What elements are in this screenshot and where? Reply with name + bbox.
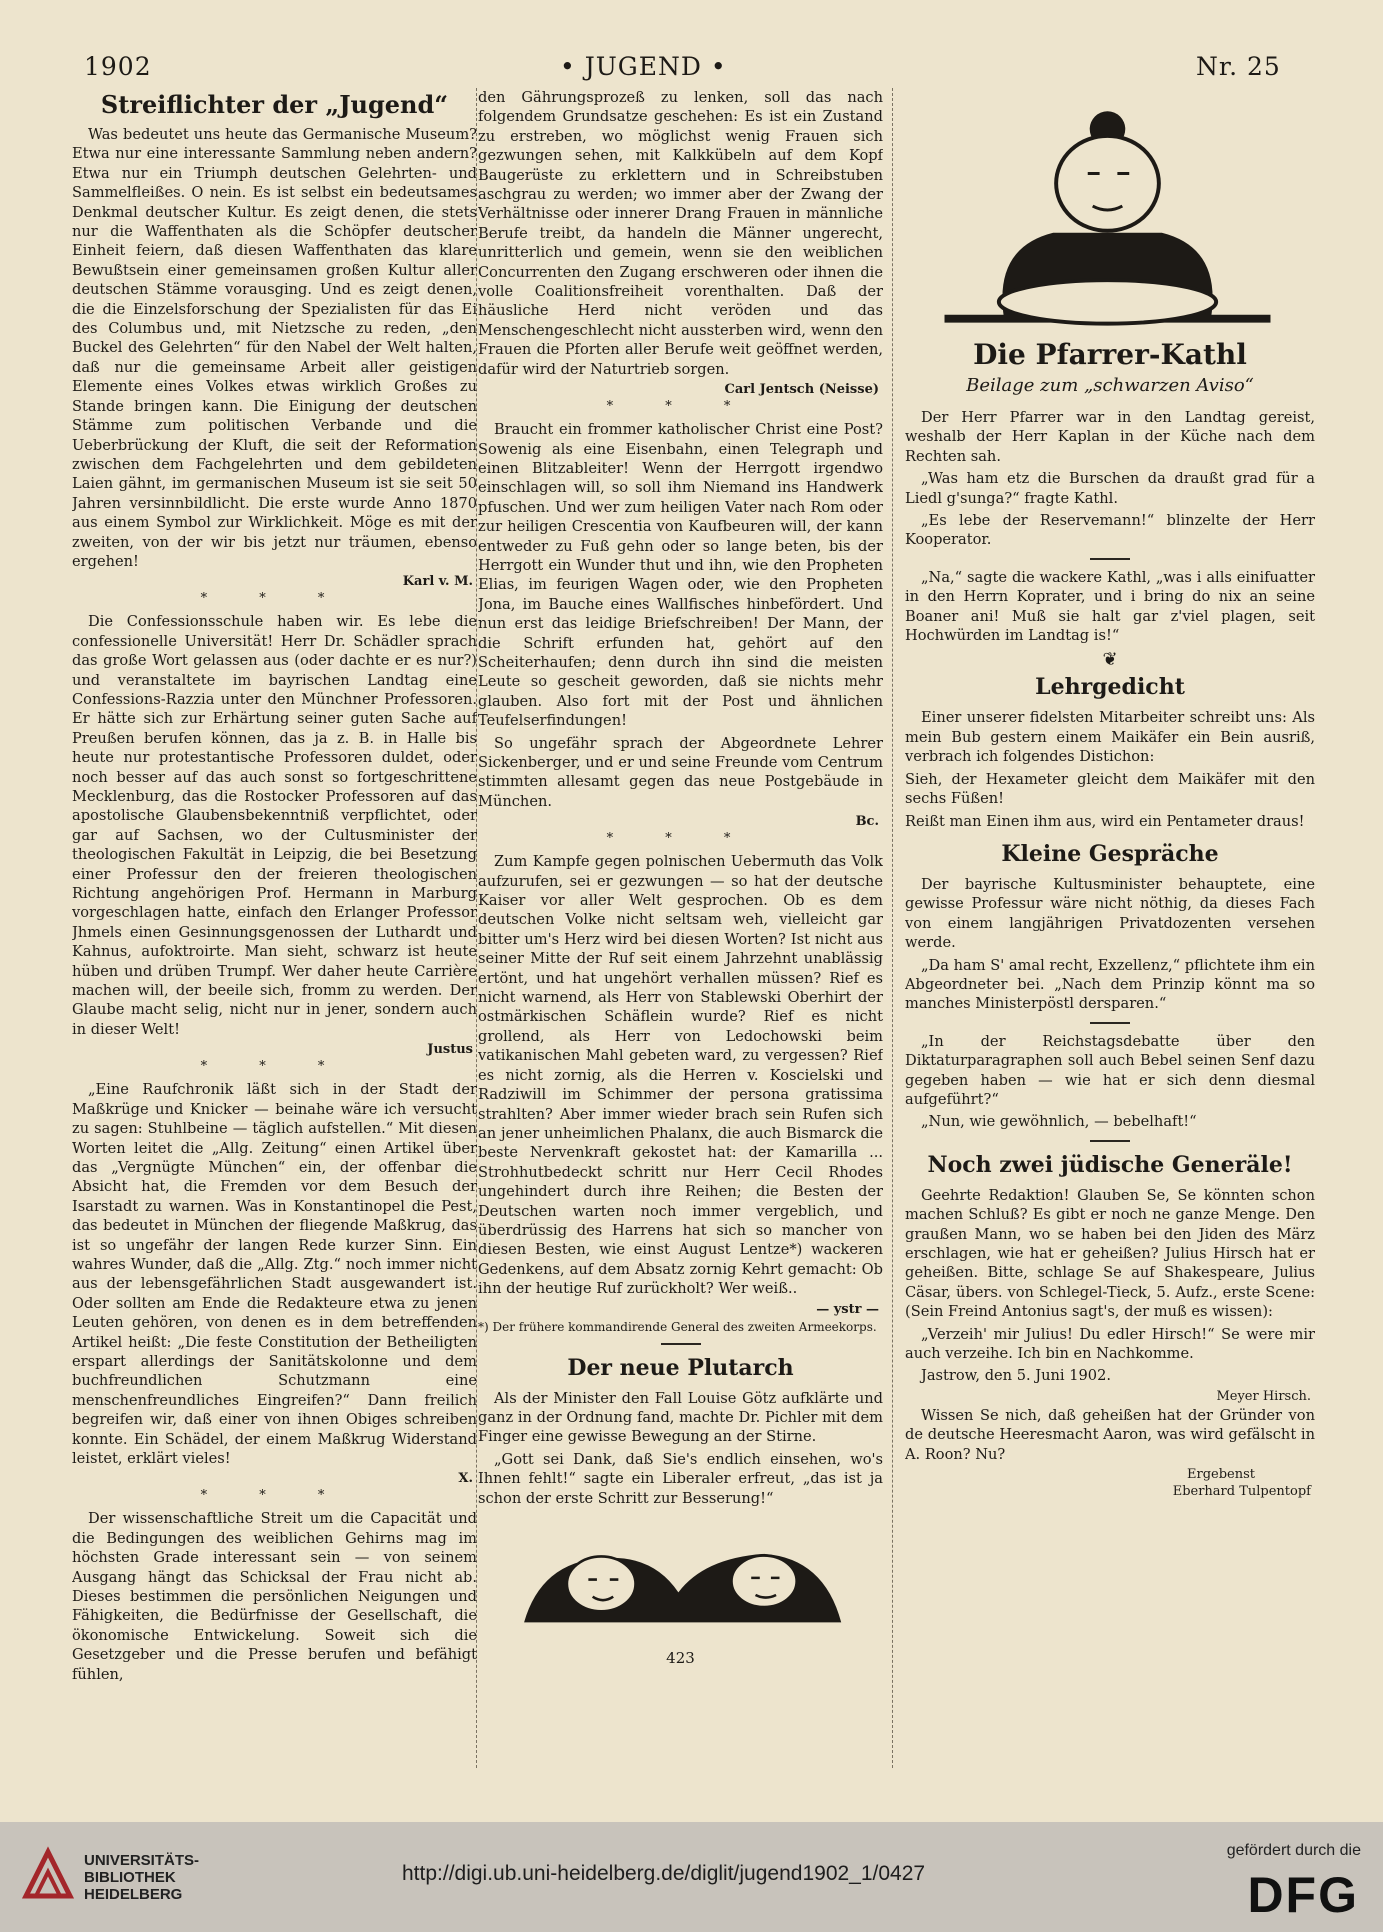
article-signature: X. (458, 1471, 473, 1487)
section-title: Streiflichter der „Jugend“ (100, 90, 449, 119)
verse-line: Sieh, der Hexameter gleicht dem Maikäfer mit den sechs Füßen! (905, 770, 1315, 808)
article-paragraph: Einer unserer fidelsten Mitarbeiter schreibt uns: Als mein Bub gestern einem Maikäfer ein Bein ausriß, verbrach ich folgendes Distichon: (905, 709, 1315, 766)
library-logo-icon (22, 1846, 74, 1902)
divider (1090, 558, 1130, 560)
letter-signature: Eberhard Tulpentopf (1172, 1484, 1311, 1500)
footnote: *) Der frühere kommandirende General des zweiten Armeekorps. (478, 1319, 877, 1334)
column-divider (892, 88, 893, 1768)
article-paragraph: So ungefähr sprach der Abgeordnete Lehrer Sickenberger, und er und seine Freunde vom Centrum stimmten allesamt gegen das neue Postgebäude in München. (478, 734, 883, 810)
divider (1090, 1140, 1130, 1142)
section-title: Kleine Gespräche (1001, 840, 1219, 867)
section-title: Der neue Plutarch (567, 1354, 794, 1381)
column-2 (478, 88, 883, 1788)
letter-closing: Ergebenst (1186, 1467, 1255, 1483)
header-issue: Nr. 25 (1196, 52, 1281, 81)
article-paragraph: Als der Minister den Fall Louise Götz aufklärte und ganz in der Ordnung fand, machte Dr. Pichler mit dem Finger eine gewisse Bewegung an der Stirne. (478, 1389, 883, 1446)
article-paragraph: Der Herr Pfarrer war in den Landtag gereist, weshalb der Herr Kaplan in der Küche nach dem Rechten sah. (905, 409, 1315, 465)
page-number: 423 (666, 1649, 695, 1667)
supported-by-text: gefördert durch die (1226, 1842, 1361, 1859)
article-paragraph: „Nun, wie gewöhnlich, — bebelhaft!“ (921, 1113, 1197, 1131)
header-title: • JUGEND • (560, 52, 727, 81)
source-url-link[interactable]: http://digi.ub.uni-heidelberg.de/diglit/jugend1902_1/0427 (402, 1862, 926, 1885)
two-heads-illustration (478, 1511, 883, 1631)
article-paragraph: „Da ham S' amal recht, Exzellenz,“ pflichtete ihm ein Abgeordneter bei. „Nach dem Prinzip könnt ma so manches Ministerpöstl dersparen.“ (905, 956, 1315, 1013)
article-paragraph: „Gott sei Dank, daß Sie's endlich einsehen, wo's Ihnen fehlt!“ sagte ein Liberaler erfreut, „das ist ja schon der erste Schritt zur Besserung!“ (478, 1450, 883, 1507)
article-paragraph: „Na,“ sagte die wackere Kathl, „was i alls einifuatter in den Herrn Koprater, und i bring do nix an seine Boaner ani! Muß sie halt gar z'viel plagen, seit Hochwürden im Landtag is!“ (905, 568, 1315, 645)
column-3 (905, 88, 1315, 1788)
header-year: 1902 (84, 52, 152, 81)
article-signature: Karl v. M. (402, 574, 473, 590)
cook-illustration (905, 88, 1310, 338)
divider (661, 1343, 701, 1345)
article-paragraph: Geehrte Redaktion! Glauben Se, Se könnten schon machen Schluß? Es gibt er noch ne ganze Menge. Den graußen Mann, wo se haben bei den Jiden des März erschlagen, wie hat er geheißen? Julius Hirsch hat er geheißen. Bitte, schlage Se auf Shakespeare, Julius Cäsar, übers. von Schlegel-Tieck, 5. Aufz., erste Scene: (Sein Freind Antonius sagt's, der muß es wissen): (905, 1186, 1315, 1321)
article-paragraph: „Was ham etz die Burschen da draußt grad für a Liedl g'sunga?“ fragte Kathl. (905, 470, 1315, 507)
illustration-subtitle: Beilage zum „schwarzen Aviso“ (966, 375, 1254, 396)
article-paragraph: „Es lebe der Reservemann!“ blinzelte der Herr Kooperator. (905, 512, 1315, 549)
article-paragraph: Der bayrische Kultusminister behauptete, eine gewisse Professur wäre nicht nöthig, da dieses Fach von einem langjährigen Privatdozenten versehen werde. (905, 875, 1315, 952)
divider (1090, 1022, 1130, 1024)
verse-line: Reißt man Einen ihm aus, wird ein Pentameter draus! (905, 812, 1305, 830)
separator-stars: * * * (606, 831, 755, 847)
illustration-title: Die Pfarrer-Kathl (973, 338, 1247, 371)
letter-signature: Meyer Hirsch. (1216, 1388, 1311, 1404)
section-title: Noch zwei jüdische Generäle! (927, 1151, 1293, 1178)
separator-stars: * * * (200, 1488, 349, 1504)
article-paragraph: Braucht ein frommer katholischer Christ eine Post? Sowenig als eine Eisenbahn, einen Telegraph und einen Blitzableiter! Wenn der Herrgott irgendwo einschlagen will, so soll ihm Niemand ins Handwerk pfuschen. Und wer zum heiligen Vater nach Rom oder zur heiligen Crescentia von Kaufbeuren will, der kann entweder zu Fuß gehn oder so lange beten, bis der Herrgott ein Wunder thut und ihn, wie den Propheten Elias, im feurigen Wagen oder, wie den Propheten Jona, im Bauche eines Wallfisches hinbefördert. Und nun erst das leidige Briefschreiben! Der Mann, der die Schrift erfunden hat, gehört auf den Scheiterhaufen; denn durch ihn sind die meisten Leute so gescheit geworden, daß sie nichts mehr glauben. Also fort mit der Post und ähnlichen Teufelserfindungen! (478, 421, 883, 730)
dfg-logo: DFG (1247, 1867, 1359, 1923)
separator-stars: * * * (606, 399, 755, 415)
article-paragraph: Wissen Se nich, daß geheißen hat der Gründer von de deutsche Heeresmacht Aaron, was wird gefälscht in A. Roon? Nu? (905, 1406, 1315, 1463)
article-paragraph: Der wissenschaftliche Streit um die Capacität und die Bedingungen des weiblichen Gehirns mag im höchsten Grade interessant sein — von seinem Ausgang hängt das Schicksal der Frau nicht ab. Dieses bestimmen die persönlichen Neigungen und Fähigkeiten, die Bedürfnisse der Gesellschaft, die ökonomische Entwickelung. Soweit sich die Gesetzgeber und die Presse berufen und befähigt fühlen, (72, 1510, 477, 1683)
ornament-icon: ❦ (1102, 649, 1118, 671)
article-paragraph: Die Confessionsschule haben wir. Es lebe die confessionelle Universität! Herr Dr. Schädler sprach das große Wort gelassen aus (oder dachte er es nur?) und veranstaltete im bayrischen Landtag eine Confessions-Razzia unter den Münchner Professoren. Er hätte sich zur Erhärtung seiner guten Sache auf Preußen berufen können, das ja z. B. in Halle bis heute nur protestantische Professoren duldet, oder noch besser auf das auch sonst so fortgeschrittene Mecklenburg, das die Rostocker Professoren auf das apostolische Glaubensbekenntniß verpflichtet, oder gar auf Sachsen, wo der Cultusminister der theologischen Fakultät in Leipzig, die bei Besetzung einer Professur den der freieren theologischen Richtung angehörigen Prof. Hermann in Marburg vorgeschlagen hatte, einfach den Erlanger Professor Jhmels einen Gesinnungsgenossen der Luthardt und Kahnus, aufoktroirte. Man sieht, schwarz ist heute hüben und drüben Trumpf. Wer daher heute Carrière machen will, der beeile sich, fromm zu werden. Der Glaube macht selig, nicht nur in jener, sondern auch in dieser Welt! (72, 613, 477, 1038)
article-paragraph: den Gährungsprozeß zu lenken, soll das nach folgendem Grundsatze geschehen: Es ist ein Zustand zu erstreben, wo möglichst wenig Frauen sich gezwungen sehen, mit Kalkkübeln auf dem Kopf Baugerüste zu erklettern und in Schreibstuben aschgrau zu werden; wo immer aber der Zwang der Verhältnisse oder innerer Drang Frauen in männliche Berufe treibt, da handeln die Männer ungerecht, unritterlich und gemein, wenn sie den weiblichen Concurrenten den Zugang erschweren oder ihnen die volle Coalitionsfreiheit vorenthalten. Daß der häusliche Herd nicht veröden und das Menschengeschlecht nicht aussterben wird, wenn den Frauen die Pforten aller Berufe weit geöffnet werden, dafür wird der Naturtrieb sorgen. (478, 89, 883, 378)
article-paragraph: „Verzeih' mir Julius! Du edler Hirsch!“ Se were mir auch verzeihe. Ich bin en Nachkomme. (905, 1325, 1315, 1363)
article-signature: Carl Jentsch (Neisse) (724, 382, 879, 398)
article-signature: — ystr — (816, 1301, 879, 1317)
article-paragraph: Jastrow, den 5. Juni 1902. (921, 1367, 1112, 1385)
article-paragraph: Zum Kampfe gegen polnischen Uebermuth das Volk aufzurufen, sei er gezwungen — so hat der deutsche Kaiser vor aller Welt gesprochen. Ob es dem deutschen Volke nicht seltsam weh, vielleicht gar bitter um's Herz wird bei diesen Worten? Ist nicht aus seiner Mitte der Ruf seit einem Jahrzehnt unablässig ertönt, und hat ungehört verhallen müssen? Rief es nicht warnend, als Herr von Stablewski Oberhirt der ostmärkischen Schäflein wurde? Rief es nicht grollend, als Herr von Ledochowski beim vatikanischen Mahl gebeten ward, zu vergessen? Rief es nicht zornig, als die Herren v. Koscielski und Radziwill im Schimmer der persona gratissima strahlten? Aber immer wieder brach sein Rufen sich an jener unheimlichen Phalanx, die auch Bismarck die beste Nervenkraft gekostet hat: der Kamarilla ... Strohhutbedeckt schritt nur Herr Cecil Rhodes ungehindert durch ihre Reihen; die Besten der Deutschen warten noch immer vergeblich, und überdrüssig des Harrens hat sich so mancher von diesen Besten, wie einst August Lentze*) wackeren Gedenkens, auf dem Absatz zornig Kehrt gemacht: Ob ihn der heutige Ruf zurückholt? Wer weiß.. (478, 853, 883, 1298)
article-paragraph: Was bedeutet uns heute das Germanische Museum? Etwa nur eine interessante Sammlung neben andern? Etwa nur ein Triumph deutschen Gelehrten- und Sammelfleißes. O nein. Es ist selbst ein bedeutsames Denkmal deutscher Kultur. Es zeigt denen, die stets nur die Waffenthaten als die Schöpfer deutscher Einheit feiern, daß diesen Waffenthaten das klare Bewußtsein einer gemeinsamen großen Kultur aller deutschen Stämme vorausging. Und es zeigt denen, die die Einzelsforschung der Spezialisten für das Ei des Columbus und, mit Nietzsche zu reden, „den Buckel des Gelehrten“ für den Nabel der Welt halten, daß nur die gemeinsame Arbeit aller geistigen Elemente eines Volkes etwas wirklich Großes zu Stande bringen kann. Die Einigung der deutschen Stämme zum politischen Verbande und die Ueberbrückung der Kluft, die seit der Reformation zwischen dem Fachgelehrten und dem gebildeten Laien gähnt, im germanischen Museum ist sie seit 50 Jahren versinnbildlicht. Die erste wurde Anno 1870 aus einem Symbol zur Wirklichkeit. Möge es mit der zweiten, von der wir bis jetzt nur träumen, ebenso ergehen! (72, 126, 477, 570)
article-signature: Bc. (855, 814, 879, 830)
separator-stars: * * * (200, 591, 349, 607)
article-signature: Justus (427, 1042, 473, 1058)
viewer-footer (0, 1822, 1383, 1932)
library-name: UNIVERSITÄTS- BIBLIOTHEK HEIDELBERG (84, 1852, 200, 1903)
article-paragraph: „Eine Raufchronik läßt sich in der Stadt der Maßkrüge und Knicker — beinahe wäre ich versucht zu sagen: Stuhlbeine — täglich aufstellen.“ Mit diesen Worten leitet die „Allg. Zeitung“ einen Artikel über das „Vergnügte München“ ein, der offenbar die Absicht hat, die Fremden vor dem Besuch der Isarstadt zu warnen. Was in Konstantinopel die Pest, das bedeutet in München der fliegende Maßkrug, das ist so ungefähr der langen Rede kurzer Sinn. Ein wahres Wunder, daß die „Allg. Ztg.“ noch immer nicht aus der lebensgefährlichen Stadt ausgewandert ist. Oder sollten am Ende die Redakteure etwa zu jenen Leuten gehören, von denen es in dem betreffenden Artikel heißt: „Die feste Constitution der Betheiligten erspart allerdings der Sanitätskolonne und dem buchfreundlichen Schutzmann eine menschenfreundliches Eingreifen?“ Dann freilich begreifen wir, daß einer von ihnen Obiges schreiben konnte. Ein Schädel, der einem Maßkrug Widerstand leistet, erklärt vieles! (72, 1081, 477, 1467)
column-1 (72, 88, 477, 1788)
article-paragraph: „In der Reichstagsdebatte über den Diktaturparagraphen soll auch Bebel seinen Senf dazu gegeben haben — wie hat er sich denn diesmal aufgeführt?“ (905, 1032, 1315, 1108)
separator-stars: * * * (200, 1059, 349, 1075)
section-title: Lehrgedicht (1035, 674, 1185, 701)
